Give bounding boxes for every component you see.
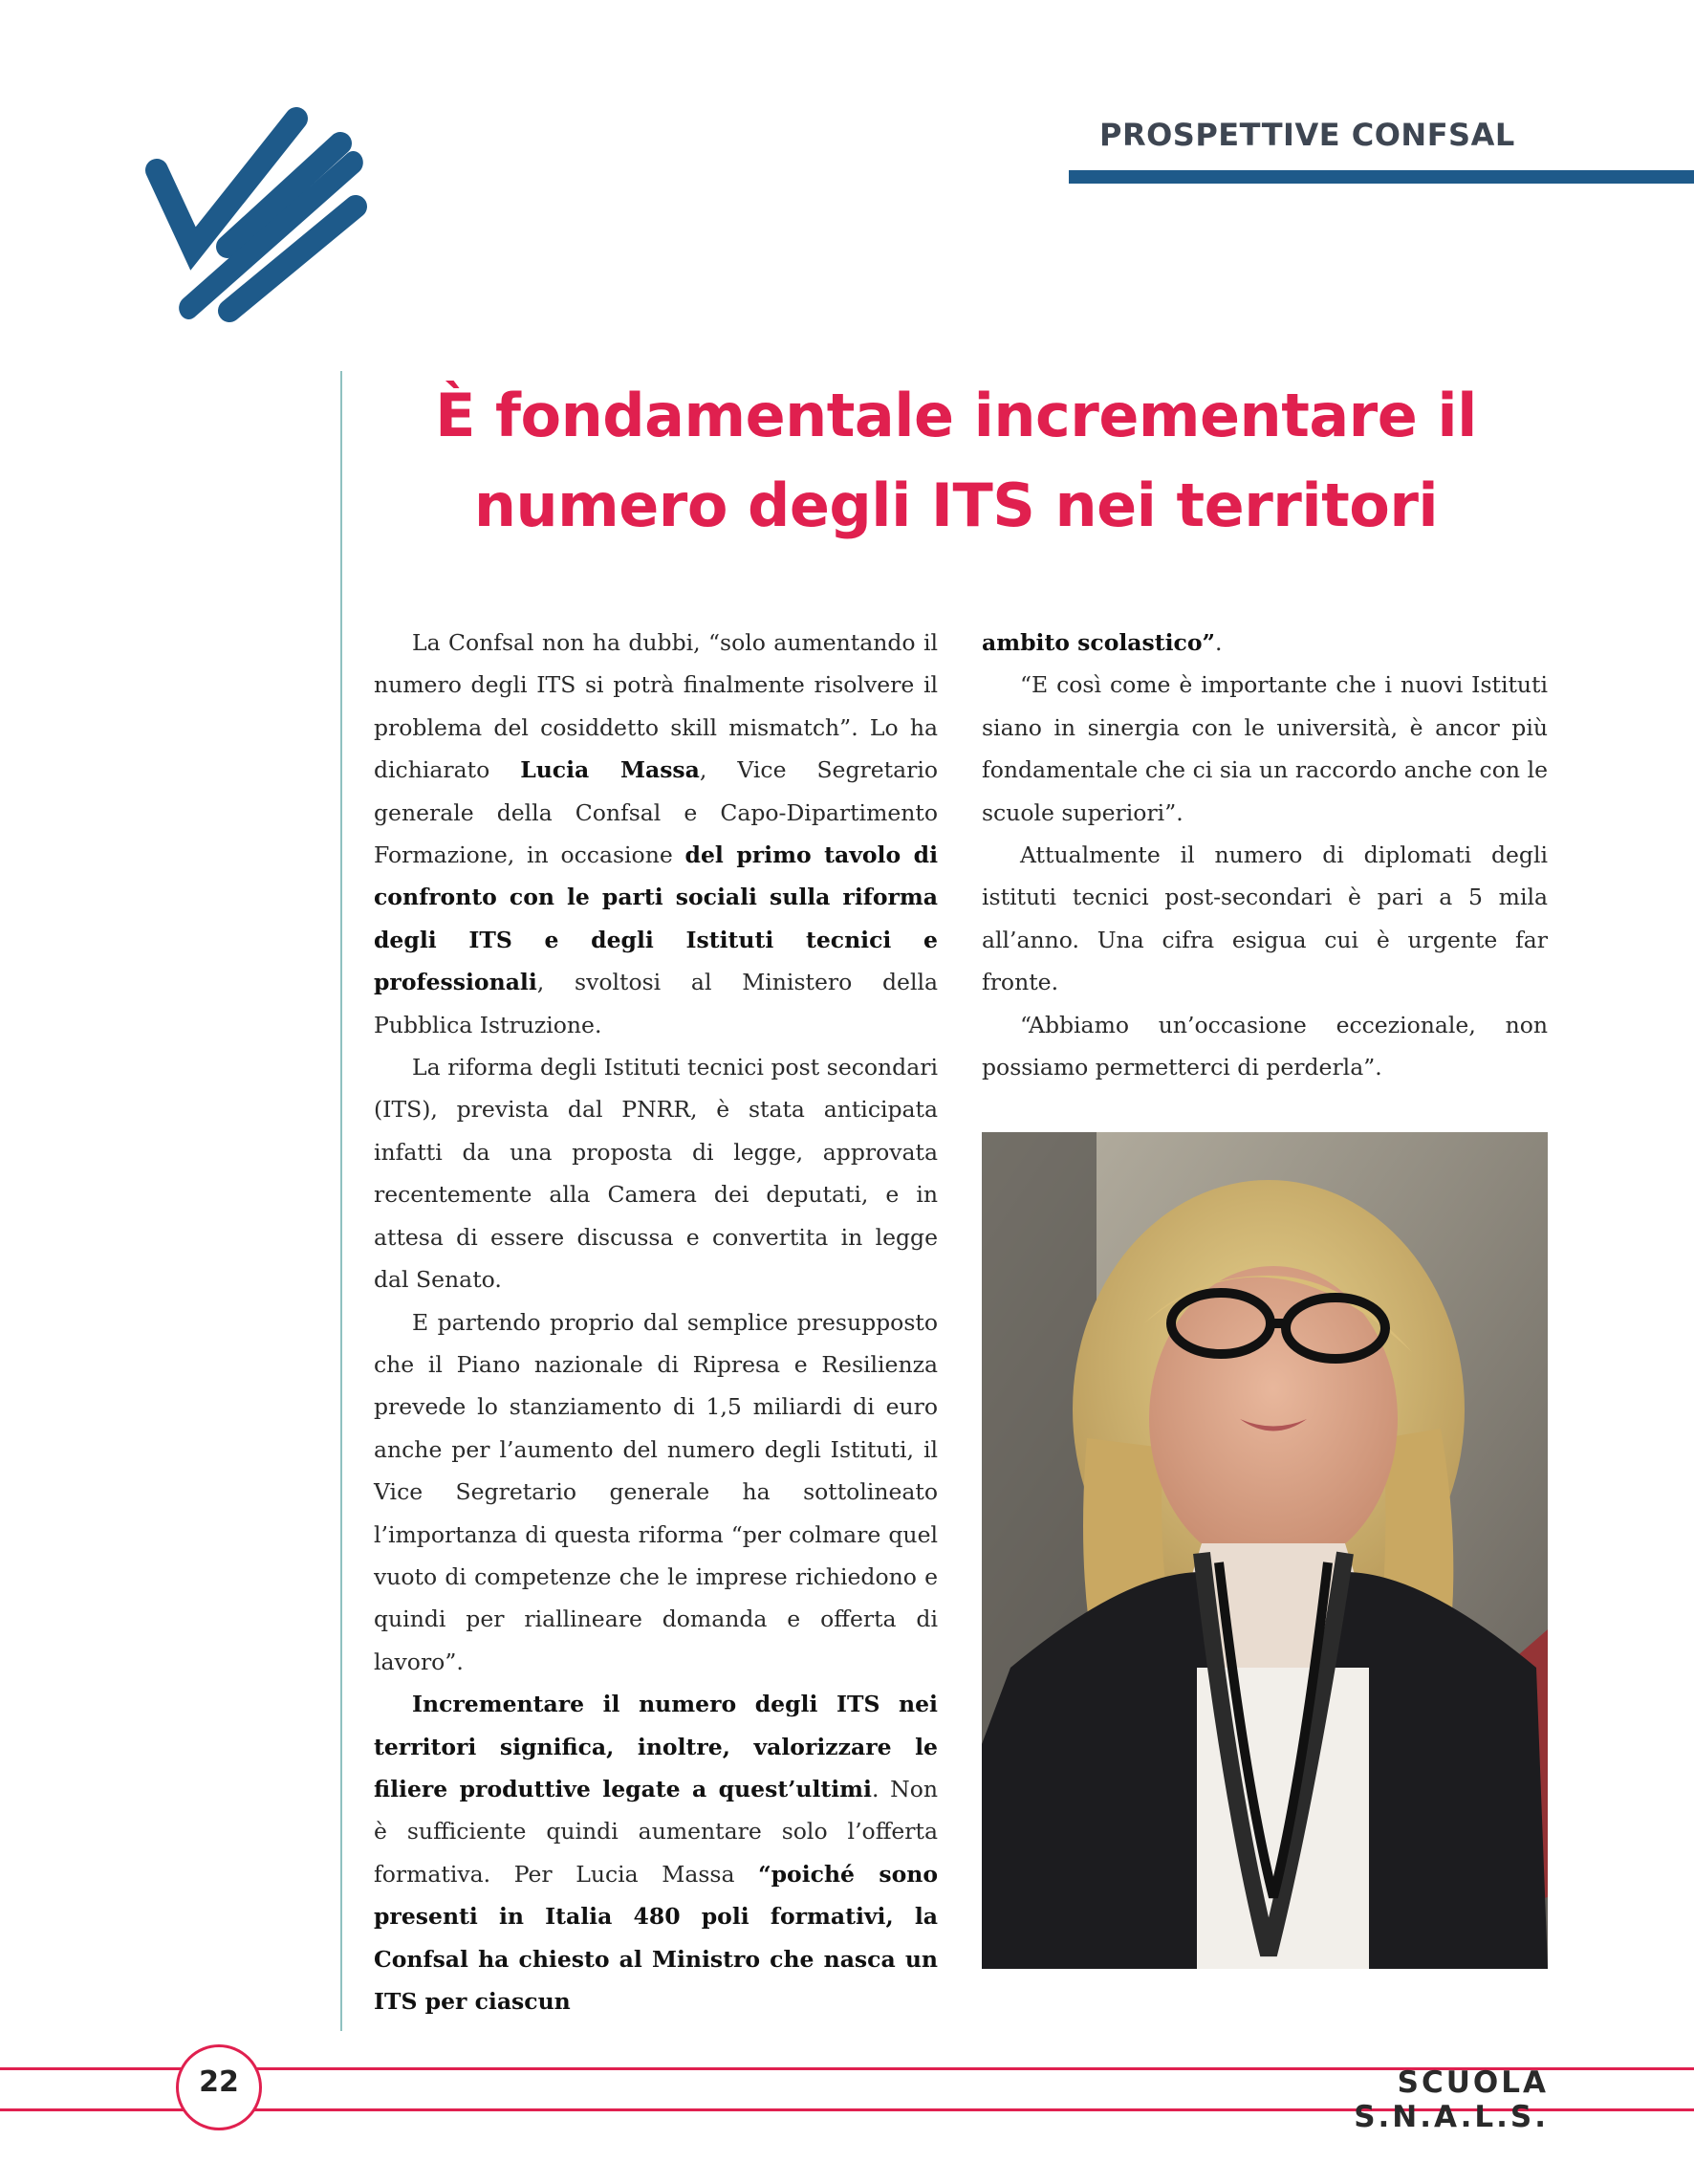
paragraph: [374, 1301, 938, 1684]
bold-text: Incrementare il numero degli ITS nei territori significa, inoltre, valorizzare le filiere produttive legate a quest’ultimi: [374, 1691, 938, 1802]
article-column-left: [374, 622, 938, 2022]
paragraph: [982, 834, 1548, 1004]
section-label: PROSPETTIVE CONFSAL: [1099, 117, 1515, 153]
portrait-photo: [982, 1132, 1548, 1969]
text: “Abbiamo un’occasione eccezionale, non possiamo permetterci di perderla”.: [982, 1011, 1548, 1081]
text: . Non è sufficiente quindi aumentare solo l’offerta formativa. Per Lucia Massa: [374, 1775, 938, 1888]
bold-text: ambito scolastico”: [982, 629, 1216, 656]
text: Attualmente il numero di diplomati degli istituti tecnici post-secondari è pari a 5 mila all’anno. Una cifra esigua cui è urgente far fronte.: [982, 841, 1548, 996]
text: , Vice Segretario generale della Confsal e Capo-Dipartimento Formazione, in occasione: [374, 756, 938, 869]
confsal-logo: [143, 105, 368, 325]
bold-text: “poiché sono presenti in Italia 480 poli formativi, la Confsal ha chiesto al Ministro che nasca un ITS per ciascun: [374, 1860, 939, 2015]
text: , svoltosi al Ministero della Pubblica Istruzione.: [374, 969, 938, 1038]
paragraph: [374, 622, 938, 1046]
paragraph: [374, 1046, 938, 1300]
text: E partendo proprio dal semplice presupposto che il Piano nazionale di Ripresa e Resilienza prevede lo stanziamento di 1,5 miliardi di euro anche per l’aumento del numero degli Istituti, il Vice Segretario generale ha sottolineato l’importanza di questa riforma “per colmare quel vuoto di competenze che le imprese richiedono e quindi per riallineare domanda e offerta di lavoro”.: [374, 1308, 938, 1675]
title-line-1: È fondamentale incrementare il: [435, 381, 1477, 450]
column-rule: [340, 371, 342, 2031]
paragraph: [982, 1004, 1548, 1089]
section-bar: [1069, 170, 1694, 184]
text: La Confsal non ha dubbi, “solo aumentando il numero degli ITS si potrà finalmente risolvere il problema del cosiddetto skill mismatch”. Lo ha dichiarato: [374, 629, 938, 784]
paragraph: [982, 664, 1548, 834]
magazine-name: SCUOLA S.N.A.L.S.: [1354, 2065, 1549, 2134]
bold-text: Lucia Massa: [520, 756, 700, 784]
text: La riforma degli Istituti tecnici post secondari (ITS), prevista dal PNRR, è stata anticipata infatti da una proposta di legge, approvata recentemente alla Camera dei deputati, e in attesa di essere discussa e convertita in legge dal Senato.: [374, 1054, 938, 1294]
bold-text: del primo tavolo di confronto con le parti sociali sulla riforma degli ITS e degli Istituti tecnici e professionali: [374, 841, 938, 996]
page-number: 22: [199, 2065, 239, 2099]
article-column-right: [982, 622, 1548, 1088]
paragraph: [982, 622, 1548, 664]
article-title: [382, 371, 1530, 551]
text: “E così come è importante che i nuovi Istituti siano in sinergia con le università, è ancor più fondamentale che ci sia un raccordo anche con le scuole superiori”.: [982, 671, 1548, 826]
paragraph: [374, 1683, 938, 2022]
text: .: [1215, 629, 1223, 656]
title-line-2: numero degli ITS nei territori: [473, 470, 1439, 540]
